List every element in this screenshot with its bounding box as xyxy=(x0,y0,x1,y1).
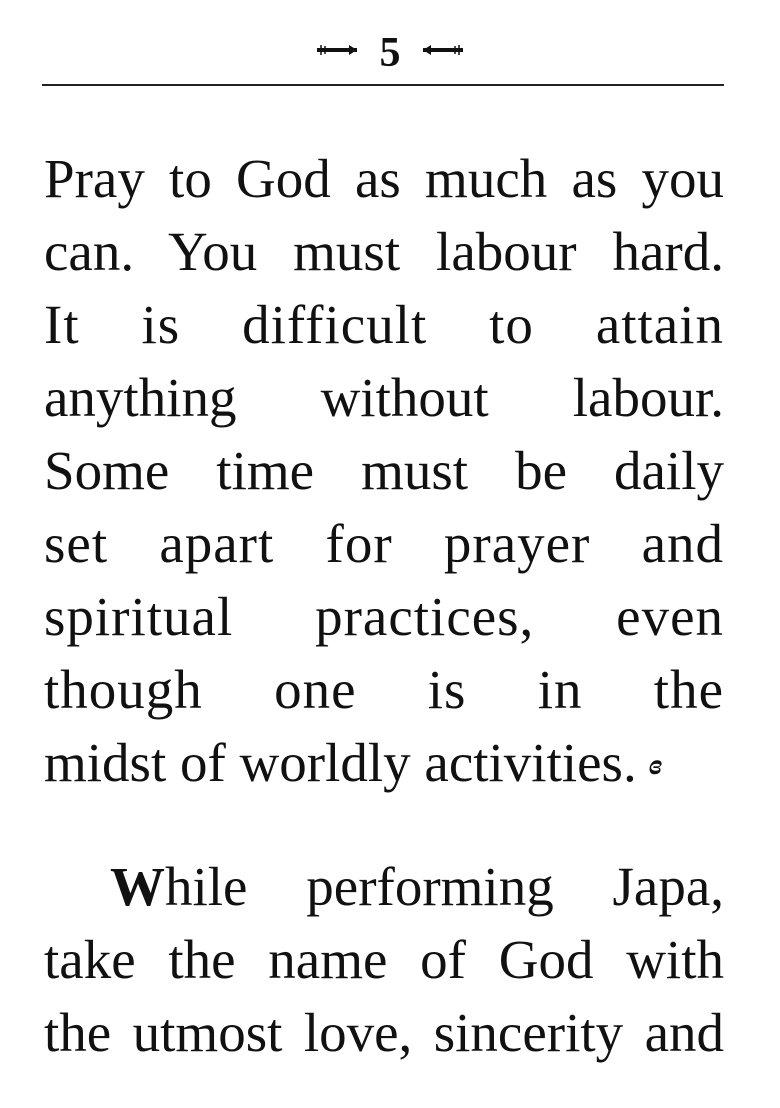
initial-letter: W xyxy=(110,856,165,917)
paragraph-line-text: hile performing Japa, xyxy=(165,856,724,917)
paragraph-line: anything without labour. xyxy=(44,367,724,428)
paragraph-line: Some time must be daily xyxy=(44,440,724,501)
paragraph-line: It is difficult to attain xyxy=(44,294,724,355)
paragraph-last-line xyxy=(44,726,724,799)
arrow-flourish-left-icon xyxy=(315,43,359,57)
paragraph-line-text: midst of worldly activities. xyxy=(44,732,637,793)
paragraph-line: though one is in the xyxy=(44,659,724,720)
paragraph-first-line xyxy=(44,850,724,923)
arrow-flourish-right-icon xyxy=(421,43,465,57)
end-flourish-icon: ɞ xyxy=(648,747,663,781)
paragraph-line: take the name of God with xyxy=(44,929,724,990)
paragraph-2 xyxy=(44,850,724,1069)
page-number-row xyxy=(0,28,780,75)
page-number: 5 xyxy=(379,30,401,77)
paragraph-line: can. You must labour hard. xyxy=(44,221,724,282)
paragraph-line: set apart for prayer and xyxy=(44,513,724,574)
paragraph-1 xyxy=(44,142,724,799)
page-header xyxy=(0,18,780,88)
paragraph-line: spiritual practices, even xyxy=(44,586,724,647)
paragraph-line: the utmost love, sincerity and xyxy=(44,1002,724,1063)
header-rule xyxy=(42,84,724,86)
paragraph-line: Pray to God as much as you xyxy=(44,148,724,209)
